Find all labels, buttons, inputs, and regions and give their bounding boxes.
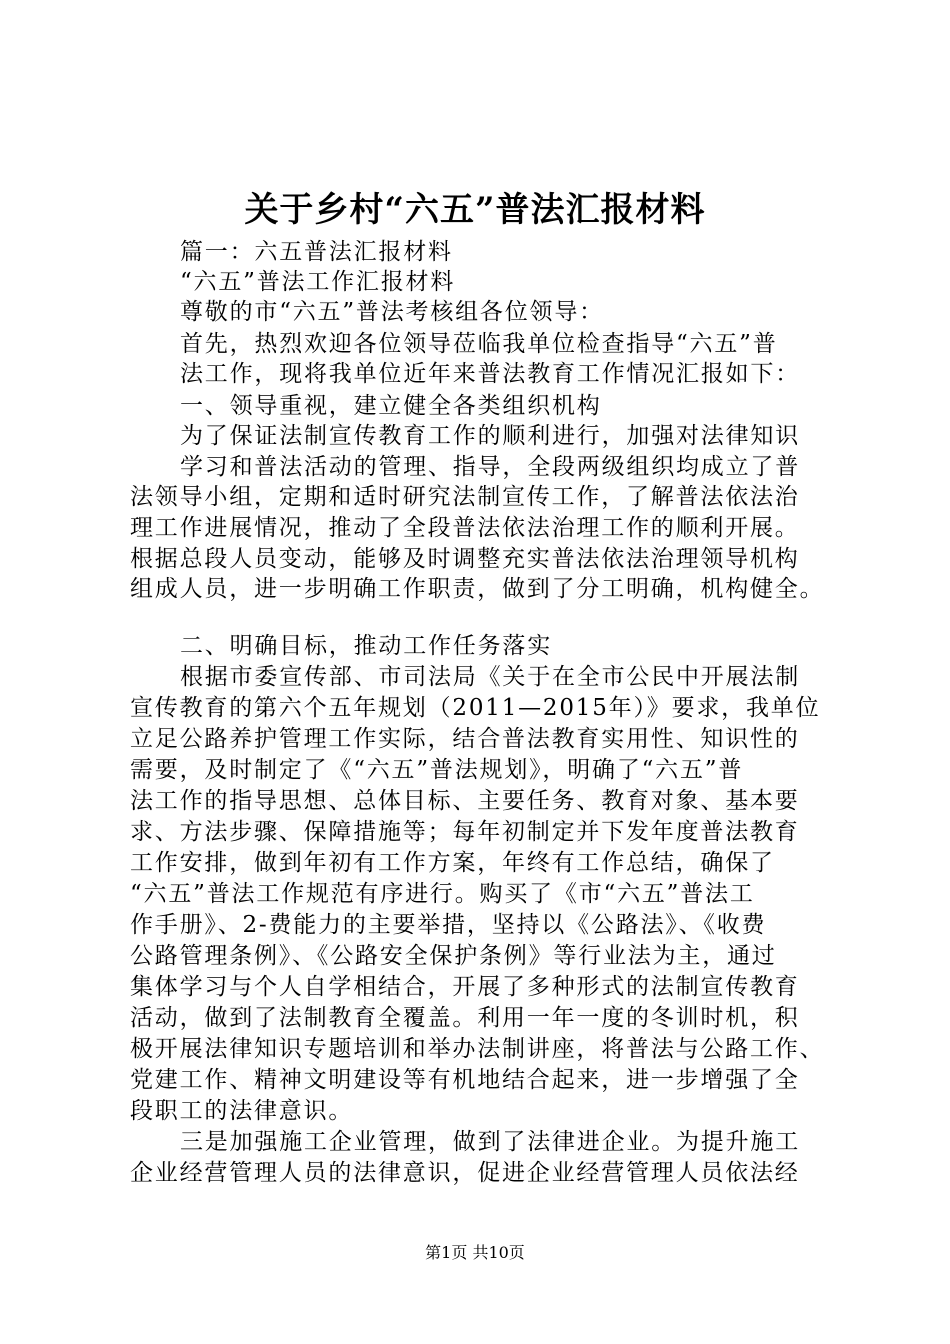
text-line: 作手册》、2-费能力的主要举措，坚持以《公路法》、《收费 — [130, 912, 767, 938]
text-line: 尊敬的市“六五”普法考核组各位领导： — [180, 299, 604, 325]
section-heading: 一、领导重视，建立健全各类组织机构 — [180, 393, 602, 419]
text-line: 根据市委宣传部、市司法局《关于在全市公民中开展法制 — [180, 664, 800, 690]
text-line: 工作安排，做到年初有工作方案，年终有工作总结，确保了 — [130, 850, 775, 876]
text-line: 求、方法步骤、保障措施等；每年初制定并下发年度普法教育 — [130, 819, 800, 845]
text-line: 立足公路养护管理工作实际，结合普法教育实用性、知识性的 — [130, 726, 800, 752]
page-number: 第1页 共10页 — [425, 1243, 525, 1262]
text-line: 为了保证法制宣传教育工作的顺利进行，加强对法律知识 — [180, 423, 800, 449]
text-line: 篇一：六五普法汇报材料 — [180, 239, 453, 265]
text-line: 需要，及时制定了《“六五”普法规划》，明确了“六五”普 — [130, 757, 744, 783]
text-line: 理工作进展情况，推动了全段普法依法治理工作的顺利开展。 — [130, 515, 800, 541]
document-title: 关于乡村“六五”普法汇报材料 — [244, 190, 706, 230]
section-heading: 二、明确目标，推动工作任务落实 — [180, 633, 552, 659]
text-line: 集体学习与个人自学相结合，开展了多种形式的法制宣传教育 — [130, 974, 800, 1000]
text-line: 宣传教育的第六个五年规划（2011—2015年）》要求，我单位 — [130, 695, 821, 721]
text-line: 法工作，现将我单位近年来普法教育工作情况汇报如下： — [180, 361, 800, 387]
text-line: “六五”普法工作规范有序进行。购买了《市“六五”普法工 — [130, 881, 755, 907]
text-line: 法工作的指导思想、总体目标、主要任务、教育对象、基本要 — [130, 788, 800, 814]
text-line: 根据总段人员变动，能够及时调整充实普法依法治理领导机构 — [130, 546, 800, 572]
text-line: 活动，做到了法制教育全覆盖。利用一年一度的冬训时机，积 — [130, 1005, 800, 1031]
text-line: 首先，热烈欢迎各位领导莅临我单位检查指导“六五”普 — [180, 331, 778, 357]
text-line: 极开展法律知识专题培训和举办法制讲座，将普法与公路工作、 — [130, 1036, 825, 1062]
text-line: 三是加强施工企业管理，做到了法律进企业。为提升施工 — [180, 1129, 800, 1155]
text-line: 学习和普法活动的管理、指导，全段两级组织均成立了普 — [180, 454, 800, 480]
text-line: “六五”普法工作汇报材料 — [180, 269, 456, 295]
text-line: 法领导小组，定期和适时研究法制宣传工作，了解普法依法治 — [130, 484, 800, 510]
text-line: 企业经营管理人员的法律意识，促进企业经营管理人员依法经 — [130, 1160, 800, 1186]
text-line: 段职工的法律意识。 — [130, 1098, 354, 1124]
text-line: 公路管理条例》、《公路安全保护条例》等行业法为主，通过 — [130, 943, 777, 969]
text-line: 组成人员，进一步明确工作职责，做到了分工明确，机构健全。 — [130, 576, 825, 602]
text-line: 党建工作、精神文明建设等有机地结合起来，进一步增强了全 — [130, 1067, 800, 1093]
